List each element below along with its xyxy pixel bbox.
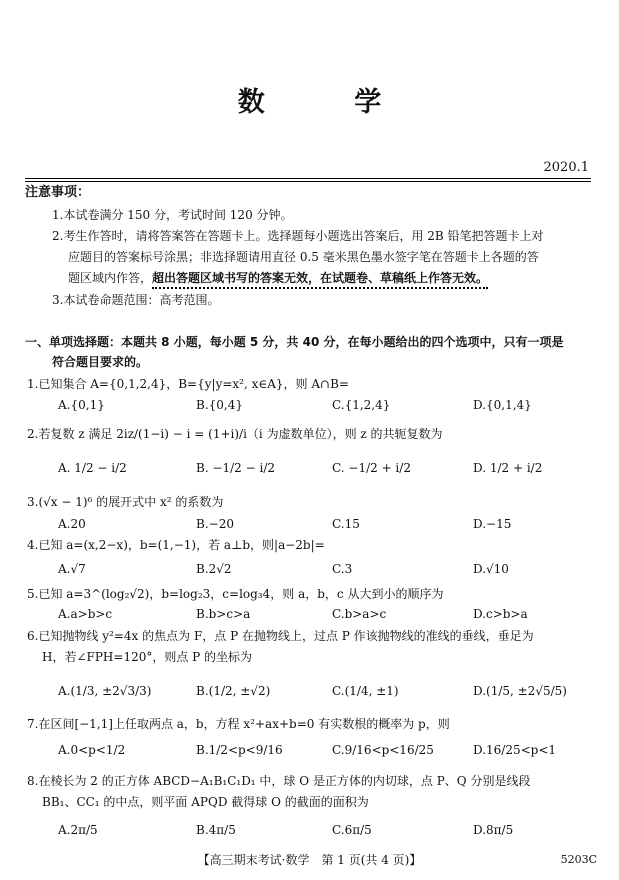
question-4-option-b: B.2√2: [196, 562, 232, 576]
question-2-stem: 2.若复数 z 满足 2iz/(1−i) − i = (1+i)/i（i 为虚数单位），则 z 的共轭复数为: [27, 427, 443, 441]
question-3-option-a: A.20: [58, 517, 86, 531]
question-7-option-b: B.1/2<p<9/16: [196, 743, 283, 757]
exam-date: 2020.1: [543, 160, 589, 175]
question-8-stem: 8.在棱长为 2 的正方体 ABCD−A₁B₁C₁D₁ 中，球 O 是正方体的内切球，点 P、Q 分别是线段: [27, 774, 531, 788]
question-3-stem: 3.(√x − 1)⁶ 的展开式中 x² 的系数为: [27, 495, 224, 509]
question-2-option-d: D. 1/2 + i/2: [473, 461, 543, 475]
notice-item-3: 3.本试卷命题范围：高考范围。: [52, 293, 220, 307]
question-1-option-c: C.{1,2,4}: [332, 398, 391, 412]
question-4-option-d: D.√10: [473, 562, 509, 576]
question-4-option-a: A.√7: [58, 562, 86, 576]
question-1-stem: 1.已知集合 A={0,1,2,4}，B={y|y=x², x∈A}，则 A∩B=: [27, 377, 349, 391]
section-heading: 一、单项选择题：本题共 8 小题，每小题 5 分，共 40 分，在每小题给出的四个选项中，只有一项是: [25, 335, 564, 349]
question-8-option-b: B.4π/5: [196, 823, 236, 837]
divider: [25, 178, 591, 179]
question-5-option-b: B.b>c>a: [196, 607, 251, 621]
notice-item-2: 2.考生作答时，请将答案答在答题卡上。选择题每小题选出答案后，用 2B 铅笔把答题卡上对: [52, 229, 544, 243]
question-8-option-d: D.8π/5: [473, 823, 514, 837]
question-2-option-b: B. −1/2 − i/2: [196, 461, 276, 475]
question-2-option-a: A. 1/2 − i/2: [58, 461, 127, 475]
notice-item-1: 1.本试卷满分 150 分，考试时间 120 分钟。: [52, 208, 293, 222]
question-1-option-b: B.{0,4}: [196, 398, 243, 412]
notice-heading: 注意事项：: [25, 185, 91, 200]
question-7-option-a: A.0<p<1/2: [58, 743, 126, 757]
question-2-option-c: C. −1/2 + i/2: [332, 461, 411, 475]
question-5-option-d: D.c>b>a: [473, 607, 528, 621]
paper-code: 5203C: [560, 853, 597, 866]
question-3-option-c: C.15: [332, 517, 360, 531]
question-7-option-d: D.16/25<p<1: [473, 743, 557, 757]
question-1-option-a: A.{0,1}: [58, 398, 105, 412]
notice-item-2-end: [68, 270, 488, 287]
question-8-option-c: C.6π/5: [332, 823, 372, 837]
divider-thin: [25, 181, 591, 182]
question-6-option-c: C.(1/4, ±1): [332, 684, 399, 698]
section-heading-cont: 符合题目要求的。: [52, 355, 149, 369]
notice-warning: 超出答题区域书写的答案无效，在试题卷、草稿纸上作答无效。: [152, 271, 488, 289]
page-footer: 【高三期末考试·数学 第 1 页(共 4 页)】: [197, 853, 422, 867]
question-3-option-b: B.−20: [196, 517, 234, 531]
question-4-stem: 4.已知 a=(x,2−x)，b=(1,−1)，若 a⊥b，则|a−2b|=: [27, 538, 325, 552]
question-5-stem: 5.已知 a=3^(log₂√2)，b=log₂3，c=log₃4，则 a，b，c 从大到小的顺序为: [27, 587, 444, 601]
question-6-stem-cont: H，若∠FPH=120°，则点 P 的坐标为: [42, 650, 253, 664]
question-6-option-a: A.(1/3, ±2√3/3): [58, 684, 152, 698]
question-8-option-a: A.2π/5: [58, 823, 98, 837]
question-6-option-b: B.(1/2, ±√2): [196, 684, 271, 698]
question-4-option-c: C.3: [332, 562, 353, 576]
question-5-option-c: C.b>a>c: [332, 607, 387, 621]
question-7-stem: 7.在区间[−1,1]上任取两点 a，b，方程 x²+ax+b=0 有实数根的概率为 p，则: [27, 717, 450, 731]
question-3-option-d: D.−15: [473, 517, 512, 531]
question-1-option-d: D.{0,1,4}: [473, 398, 532, 412]
notice-item-2-end-text: 题区域内作答，: [68, 271, 153, 285]
page-title: 数 学: [237, 87, 422, 118]
question-5-option-a: A.a>b>c: [58, 607, 113, 621]
question-6-stem: 6.已知抛物线 y²=4x 的焦点为 F，点 P 在抛物线上，过点 P 作该抛物线的准线的垂线，垂足为: [27, 629, 534, 643]
question-7-option-c: C.9/16<p<16/25: [332, 743, 434, 757]
question-8-stem-cont: BB₁、CC₁ 的中点，则平面 APQD 截得球 O 的截面的面积为: [42, 795, 369, 809]
notice-item-2-cont: 应题目的答案标号涂黑；非选择题请用直径 0.5 毫米黑色墨水签字笔在答题卡上各题的答: [68, 250, 539, 264]
question-6-option-d: D.(1/5, ±2√5/5): [473, 684, 567, 698]
